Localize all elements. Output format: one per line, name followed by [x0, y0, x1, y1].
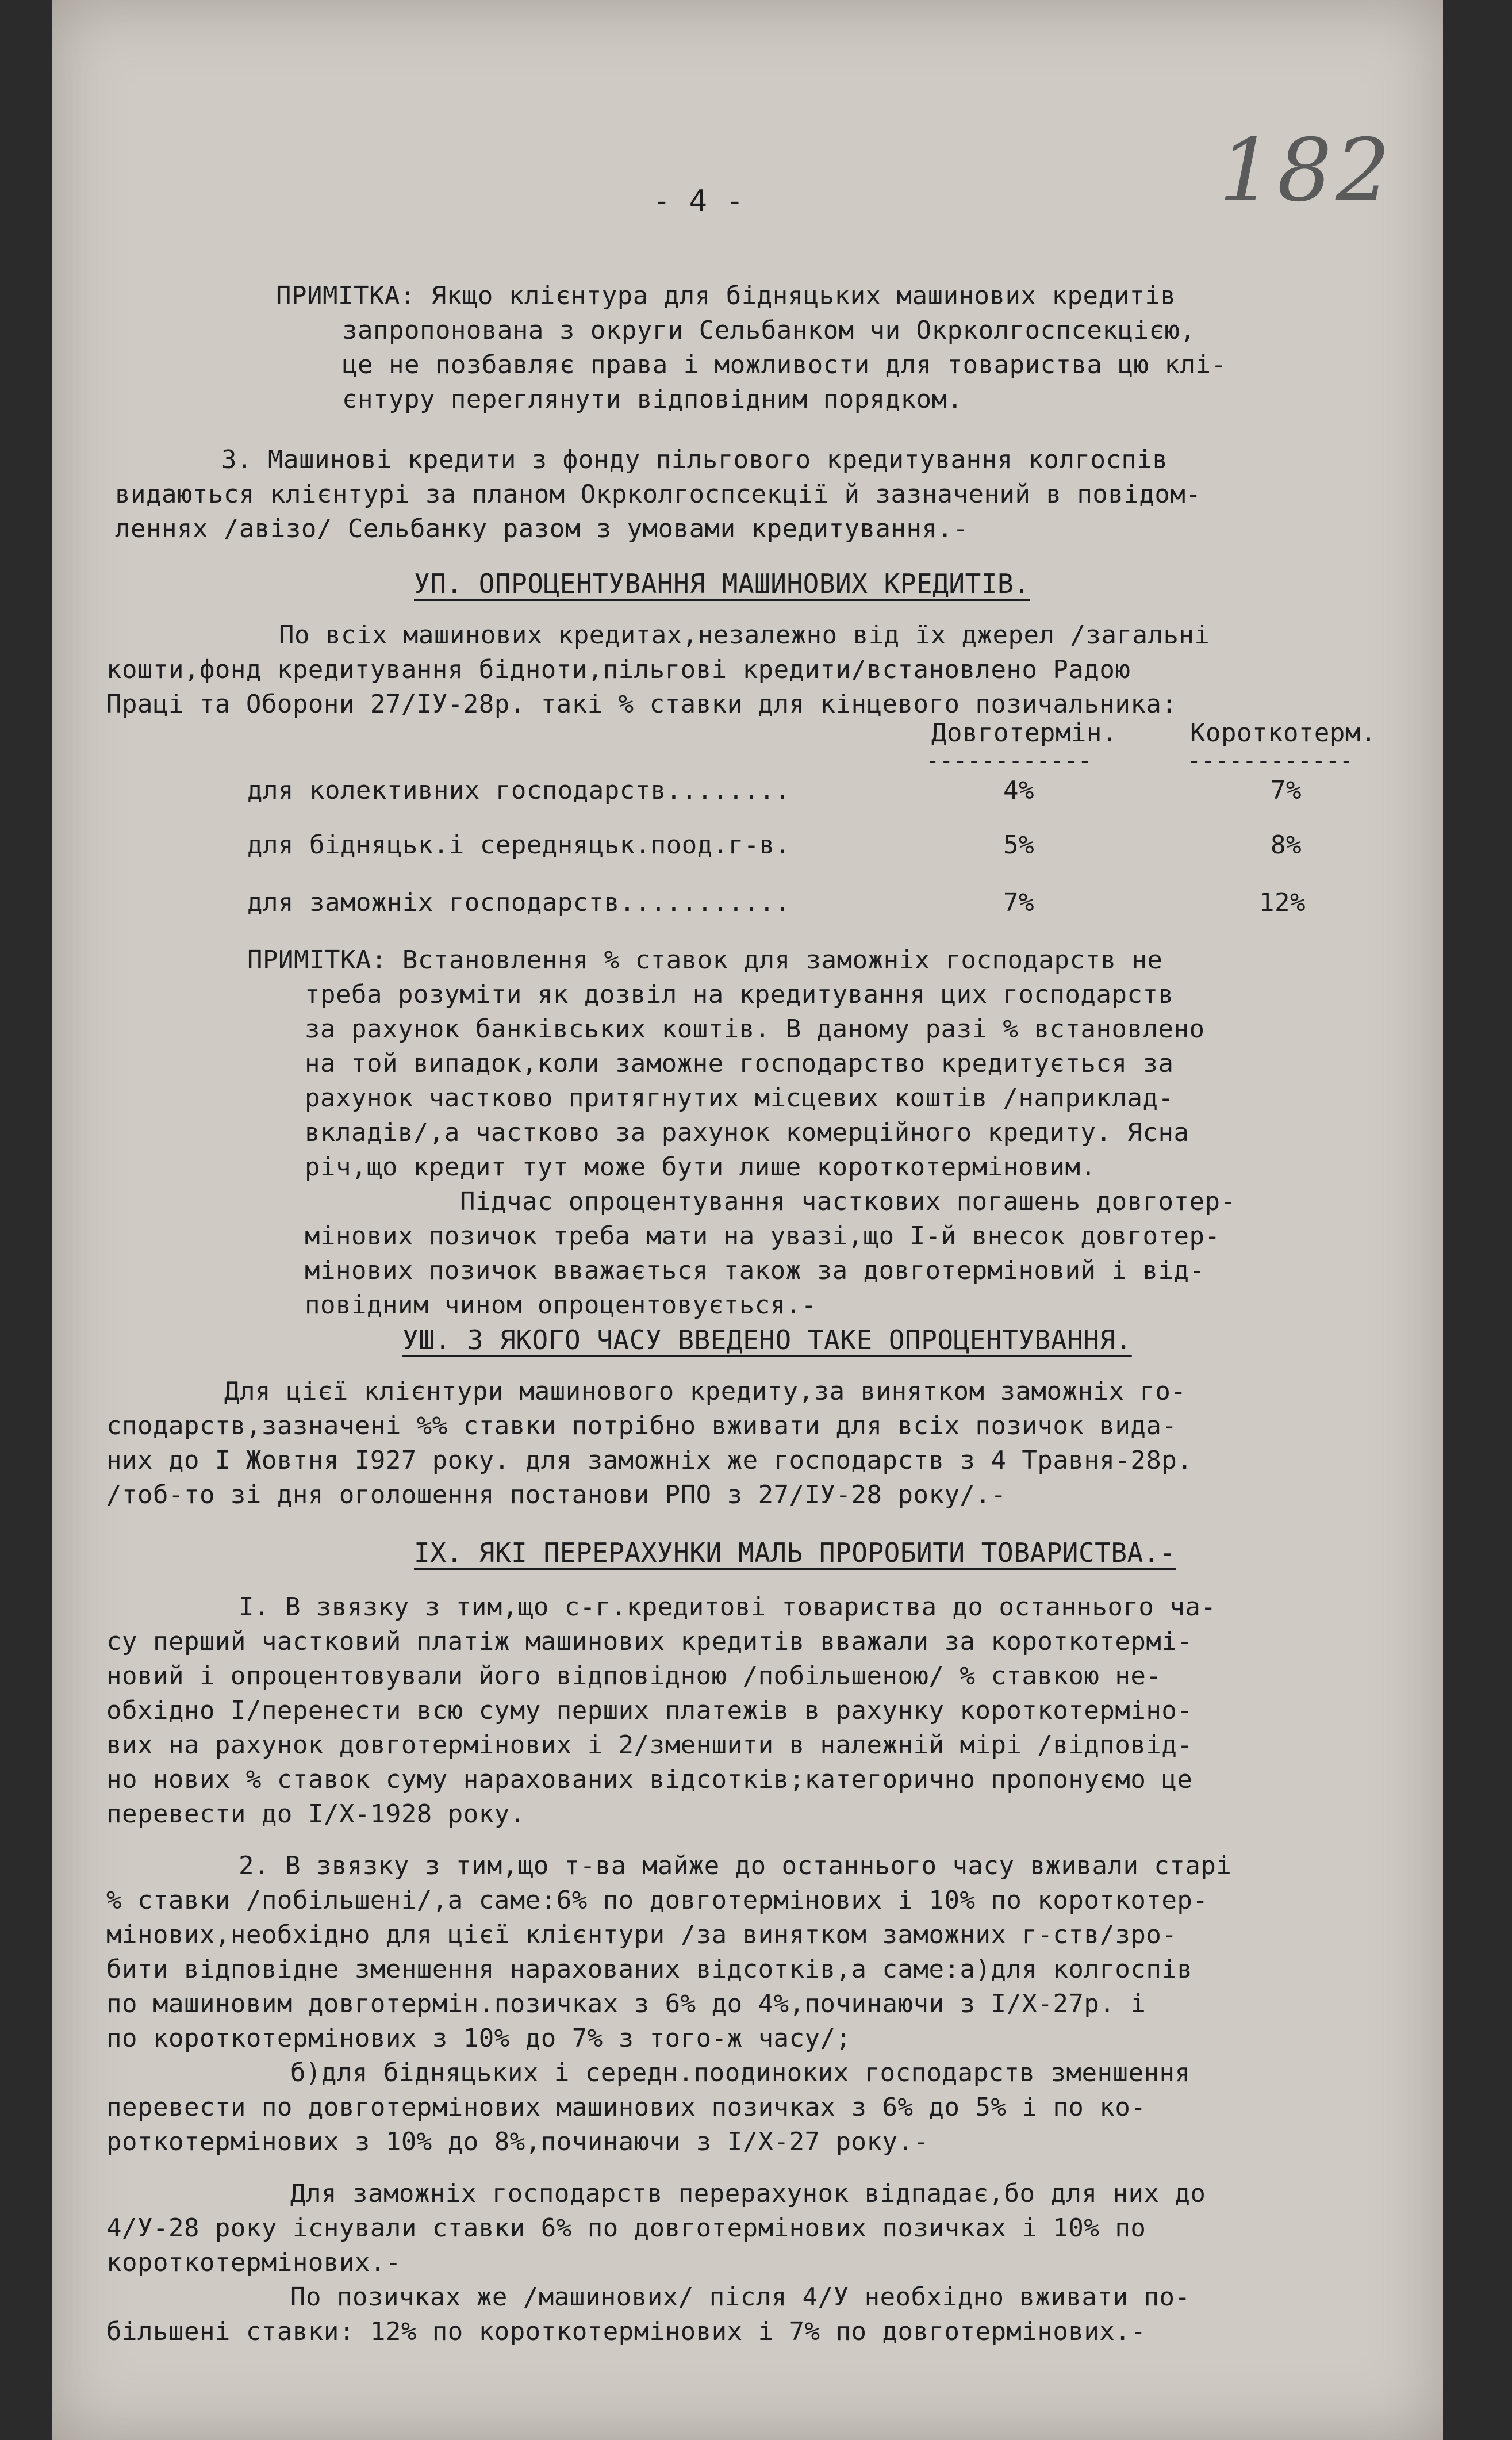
rates-row-long: 4% [1003, 776, 1034, 805]
section9-title: IX. ЯКІ ПЕРЕРАХУНКИ МАЛЬ ПРОРОБИТИ ТОВАРИСТВА.- [414, 1537, 1176, 1568]
section9-p2-line-7: б)для бідняцьких і середн.поодиноких господарств зменшення [290, 2058, 1191, 2087]
section9-p1-line-5: вих на рахунок довготермінових і 2/зменшити в належній мірі /відповід- [106, 1730, 1193, 1760]
section9-p1-line-7: перевести до I/X-1928 року. [106, 1799, 525, 1829]
rates-col-long-underline: ------------ [926, 748, 1092, 774]
rates-row-label: для колективних господарств........ [247, 776, 790, 805]
section9-p1-line-2: су перший частковий платіж машинових кредитів вважали за короткотермі- [106, 1627, 1193, 1656]
section7-intro-line-1: По всіх машинових кредитах,незалежно від їх джерел /загальні [279, 620, 1210, 650]
section8-line-1: Для цієї клієнтури машинового кредиту,за винятком заможніх го- [224, 1377, 1187, 1406]
note2-line-3: за рахунок банківських коштів. В даному разі % встановлено [305, 1014, 1205, 1044]
section8-line-3: них до I Жовтня I927 року. для заможніх же господарств з 4 Травня-28р. [106, 1446, 1193, 1475]
note2-line-6: вкладів/,а частково за рахунок комерційного кредиту. Ясна [305, 1118, 1189, 1147]
rates-col-short-underline: ------------ [1187, 748, 1353, 774]
section9-p2-line-1: 2. В звязку з тим,що т-ва майже до останнього часу вживали старі [239, 1851, 1232, 1880]
section9-p1-line-6: но нових % ставок суму нарахованих відсотків;категорично пропонуємо це [106, 1765, 1193, 1794]
section9-p2-line-5: по машиновим довготермін.позичках з 6% до 4%,починаючи з I/X-27р. і [106, 1989, 1146, 2018]
section9-p2-line-9: роткотермінових з 10% до 8%,починаючи з I/X-27 року.- [106, 2127, 929, 2156]
section9-p1-line-4: обхідно I/перенести всю суму перших платежів в рахунку короткотерміно- [106, 1696, 1193, 1725]
rates-row-long: 7% [1003, 888, 1034, 917]
para3-line-1: 3. Машинові кредити з фонду пільгового кредитування колгоспів [221, 445, 1168, 474]
section9-p2-line-6: по короткотермінових з 10% до 7% з того-ж часу/; [106, 2024, 851, 2053]
section9-p3-line-1: Для заможніх господарств перерахунок відпадає,бо для них до [290, 2179, 1206, 2208]
note1-line-3: це не позбавляє права і можливости для товариства цю клі- [342, 350, 1227, 380]
section9-p3-line-4: По позичках же /машинових/ після 4/У необхідно вживати по- [290, 2282, 1191, 2312]
rates-row-label: для бідняцьк.і середняцьк.поод.г-в. [247, 830, 790, 860]
section9-p3-line-2: 4/У-28 року існували ставки 6% по довготермінових позичках і 10% по [106, 2213, 1146, 2243]
section9-p2-line-3: мінових,необхідно для цієї клієнтури /за винятком заможних г-ств/зро- [106, 1920, 1177, 1949]
section8-line-4: /тоб-то зі дня оголошення постанови РПО з 27/IУ-28 року/.- [106, 1480, 1007, 1510]
section8-line-2: сподарств,зазначені %% ставки потрібно вживати для всіх позичок вида- [106, 1411, 1177, 1441]
para3-line-2: видаються клієнтурі за планом Окрколгоспсекції й зазначений в повідом- [115, 480, 1202, 509]
note2-line-5: рахунок частково притягнутих місцевих коштів /наприклад- [305, 1083, 1174, 1113]
section9-p1-line-1: I. В звязку з тим,що с-г.кредитові товариства до останнього ча- [239, 1592, 1216, 1622]
rates-row-long: 5% [1003, 830, 1034, 860]
section9-p2-line-4: бити відповідне зменшення нарахованих відсотків,а саме:а)для колгоспів [106, 1955, 1193, 1984]
handwritten-page-number: 182 [1219, 121, 1394, 221]
note2-line-2: треба розуміти як дозвіл на кредитування цих господарств [305, 980, 1174, 1009]
note1-line-1: ПРИМІТКА: Якщо клієнтура для бідняцьких машинових кредитів [276, 281, 1176, 311]
note2-line-7: річ,що кредит тут може бути лише короткотерміновим. [305, 1152, 1096, 1182]
rates-row-short: 8% [1271, 830, 1302, 860]
note2-line-8: Підчас опроцентування часткових погашень довготер- [460, 1187, 1236, 1216]
note2-line-4: на той випадок,коли заможне господарство кредитується за [305, 1049, 1174, 1078]
section7-title: УП. ОПРОЦЕНТУВАННЯ МАШИНОВИХ КРЕДИТІВ. [414, 568, 1030, 599]
note1-line-4: єнтуру переглянути відповідним порядком. [342, 385, 963, 414]
section9-p1-line-3: новий і опроцентовували його відповідною /побільшеною/ % ставкою не- [106, 1661, 1162, 1691]
rates-col-long: Довготермін. [931, 718, 1118, 748]
para3-line-3: леннях /авізо/ Сельбанку разом з умовами кредитування.- [115, 514, 969, 543]
section9-p2-line-8: перевести по довготермінових машинових позичках з 6% до 5% і по ко- [106, 2093, 1146, 2122]
note2-line-11: повідним чином опроцентовується.- [305, 1290, 817, 1320]
section9-p3-line-5: більшені ставки: 12% по короткотермінових і 7% по довготермінових.- [106, 2317, 1146, 2346]
note2-line-10: мінових позичок вважається також за довготерміновий і від- [305, 1256, 1205, 1285]
note1-line-2: запропонована з округи Сельбанком чи Окрколгоспсекцією, [342, 316, 1196, 345]
section7-intro-line-3: Праці та Оборони 27/IУ-28р. такі % ставки для кінцевого позичальника: [106, 690, 1177, 719]
rates-row-short: 7% [1271, 776, 1302, 805]
section7-intro-line-2: кошти,фонд кредитування бідноти,пільгові кредити/встановлено Радою [106, 655, 1131, 684]
note2-line-1: ПРИМІТКА: Встановлення % ставок для заможніх господарств не [247, 945, 1163, 975]
note2-line-9: мінових позичок треба мати на увазі,що I-й внесок довготер- [305, 1221, 1221, 1251]
rates-row-label: для заможніх господарств........... [247, 888, 790, 917]
rates-col-short: Короткотерм. [1190, 718, 1376, 748]
page-number: - 4 - [653, 184, 745, 219]
section9-p3-line-3: короткотермінових.- [106, 2248, 401, 2277]
section9-p2-line-2: % ставки /побільшені/,а саме:6% по довготермінових і 10% по короткотер- [106, 1886, 1208, 1915]
rates-row-short: 12% [1259, 888, 1306, 917]
section8-title: УШ. З ЯКОГО ЧАСУ ВВЕДЕНО ТАКЕ ОПРОЦЕНТУВАННЯ. [402, 1324, 1132, 1355]
